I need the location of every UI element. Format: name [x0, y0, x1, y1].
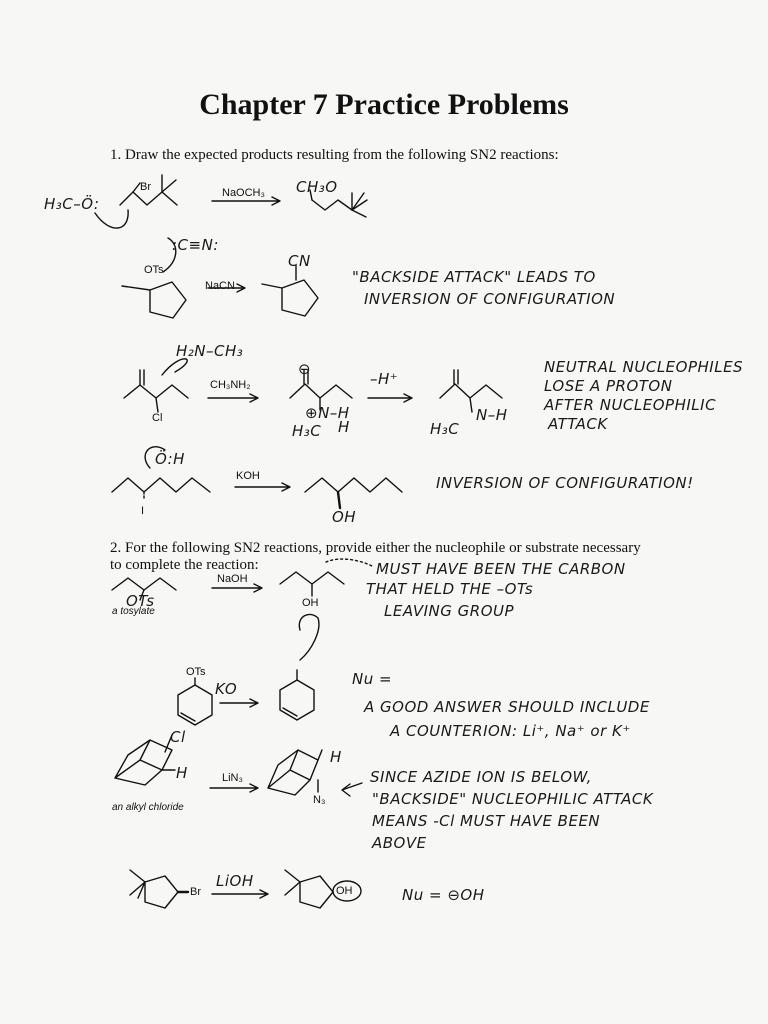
label-nh-product: N–H	[476, 406, 508, 424]
curved-arrow-3	[162, 359, 187, 375]
note-azide-4: ABOVE	[372, 834, 427, 852]
note-good-1: A GOOD ANSWER SHOULD INCLUDE	[364, 698, 650, 716]
reagent-1: NaOCH₃	[222, 187, 265, 199]
label-br-2: Br	[190, 886, 201, 898]
label-minus-h: –H⁺	[370, 370, 399, 388]
ethyl-drawing	[299, 614, 319, 660]
label-br-1: Br	[140, 181, 151, 193]
label-o-charge-1: ⊖	[298, 360, 312, 378]
reagent-2: NaCN	[205, 280, 235, 292]
pointer-arrow	[342, 783, 362, 796]
caption-alkyl-chloride: an alkyl chloride	[112, 802, 184, 813]
label-cl-2: Cl	[170, 728, 186, 746]
reaction-arrow-7	[220, 699, 258, 707]
question-2-line-2: to complete the reaction:	[110, 557, 259, 573]
note-neutral-4: ATTACK	[548, 415, 608, 433]
label-ots-3: OTs	[186, 666, 206, 678]
label-iodide: I	[141, 505, 145, 517]
reaction-arrow-3	[208, 394, 258, 402]
question-1: 1. Draw the expected products resulting from the following SN2 reactions:	[110, 147, 559, 163]
reagent-4: KOH	[236, 470, 260, 482]
label-ch3o: CH₃O	[296, 178, 338, 196]
label-oh-3: OH	[336, 885, 353, 897]
label-lioh: LiOH	[216, 872, 254, 890]
reaction-arrow-8	[210, 784, 258, 792]
note-neutral-2: LOSE A PROTON	[544, 377, 673, 395]
reaction-arrow-4	[368, 394, 412, 402]
cyclopentane-3	[145, 876, 178, 908]
carbonyl-1	[140, 370, 144, 385]
reaction-arrow-5	[235, 483, 290, 491]
label-oh-2: OH	[302, 597, 319, 609]
label-methoxide: H₃C–Ö:	[44, 195, 100, 213]
substrate-1-br-bond	[133, 183, 140, 192]
label-ots-1: OTs	[144, 264, 164, 276]
caption-tosylate: a tosylate	[112, 606, 155, 617]
substrate-1-chain	[120, 192, 177, 205]
note-azide-3: MEANS -Cl MUST HAVE BEEN	[372, 812, 601, 830]
label-hydroxide: Ö:H	[155, 450, 185, 468]
label-h3c-2: H₃C	[430, 420, 460, 438]
reagent-3: CH₃NH₂	[210, 379, 251, 391]
label-ammonium: ⊕N–H	[305, 404, 350, 422]
cyclohexene-2	[280, 680, 314, 720]
note-must-1: MUST HAVE BEEN THE CARBON	[376, 560, 626, 578]
label-h-3: H	[330, 748, 342, 766]
tosylate-chain	[112, 578, 176, 590]
cyclopentane-2	[282, 280, 318, 316]
curved-arrow-1	[95, 210, 128, 228]
cyclohexene-1	[178, 685, 212, 725]
substrate-3-chain	[124, 385, 188, 398]
label-h-2: H	[176, 764, 188, 782]
note-neutral-1: NEUTRAL NUCLEOPHILES	[544, 358, 744, 376]
label-cyanide: :C≡N:	[172, 236, 219, 254]
note-azide-2: "BACKSIDE" NUCLEOPHILIC ATTACK	[372, 790, 654, 808]
reaction-arrow-6	[212, 584, 262, 592]
page-title: Chapter 7 Practice Problems	[199, 88, 569, 121]
label-h-1: H	[338, 418, 350, 436]
note-backside-1: "BACKSIDE ATTACK" LEADS TO	[352, 268, 596, 286]
cyclopentane-4	[300, 876, 333, 908]
label-cl: Cl	[152, 412, 163, 424]
label-ko: KO	[215, 680, 238, 698]
label-h3c-1: H₃C	[292, 422, 322, 440]
norbornane-2	[268, 750, 318, 795]
note-must-2: THAT HELD THE –OTs	[366, 580, 534, 598]
substrate-1-tbutyl	[162, 175, 176, 192]
note-must-3: LEAVING GROUP	[384, 602, 515, 620]
question-2-line-1: 2. For the following SN2 reactions, provide either the nucleophile or substrate necessary	[110, 540, 641, 556]
note-nu-hydroxide: Nu = ⊖OH	[402, 886, 485, 904]
norbornane-1	[115, 740, 172, 785]
note-azide-1: SINCE AZIDE ION IS BELOW,	[370, 768, 592, 786]
reagent-5: NaOH	[217, 573, 248, 585]
label-azide: N₃	[313, 794, 326, 806]
note-neutral-3: AFTER NUCLEOPHILIC	[544, 396, 717, 414]
reagent-6: LiN₃	[222, 772, 243, 784]
label-ots-2: OTs	[126, 592, 155, 610]
label-methylamine: H₂N–CH₃	[176, 342, 244, 360]
cyclopentane-1	[150, 282, 186, 318]
reaction-arrow-9	[212, 890, 268, 898]
substrate-4-chain	[112, 478, 210, 492]
methyl-bond-1	[122, 286, 150, 290]
note-nu-ethoxide: Nu =	[352, 670, 393, 688]
note-good-2: A COUNTERION: Li⁺, Na⁺ or K⁺	[390, 722, 631, 740]
label-cn-product: CN	[288, 252, 311, 270]
note-backside-2: INVERSION OF CONFIGURATION	[364, 290, 616, 308]
label-oh-product: OH	[332, 508, 357, 526]
note-inversion: INVERSION OF CONFIGURATION!	[436, 474, 694, 492]
